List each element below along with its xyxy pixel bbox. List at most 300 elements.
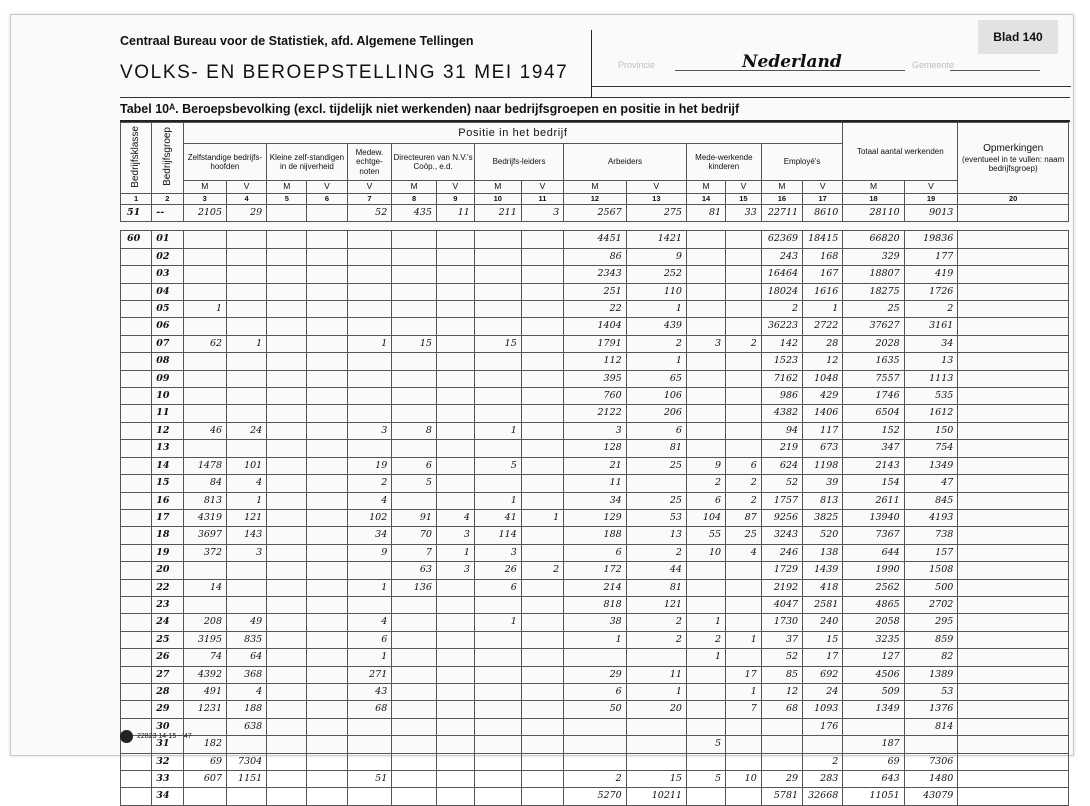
table-cell [726, 579, 762, 596]
table-cell [436, 353, 474, 370]
table-cell [626, 736, 686, 753]
table-cell: 12 [803, 353, 843, 370]
table-cell [474, 318, 521, 335]
table-cell: 86 [564, 248, 627, 265]
gender-header-3: M [183, 181, 227, 194]
table-cell [227, 788, 267, 805]
table-title: Tabel 10ᴬ. Beroepsbevolking (excl. tijdelijk niet werkenden) naar bedrijfsgroepen en positie in het bedrijf [120, 102, 740, 116]
table-cell: 275 [626, 205, 686, 222]
table-cell [392, 736, 437, 753]
table-cell [521, 318, 563, 335]
table-cell [726, 283, 762, 300]
table-cell [307, 771, 347, 788]
table-cell [521, 579, 563, 596]
col-zelfstandige: Zelfstandige bedrijfs-hoofden [183, 144, 267, 181]
table-cell: 329 [843, 248, 904, 265]
table-cell [726, 562, 762, 579]
table-cell: 859 [904, 631, 958, 648]
table-cell [307, 205, 347, 222]
table-cell [521, 335, 563, 352]
bedrijfsgroep-cell: 29 [152, 701, 183, 718]
table-cell [307, 440, 347, 457]
table-cell: 18807 [843, 266, 904, 283]
table-cell: 7367 [843, 527, 904, 544]
table-cell: 2028 [843, 335, 904, 352]
table-cell: 2343 [564, 266, 627, 283]
table-cell [307, 388, 347, 405]
table-cell: 5 [686, 771, 725, 788]
table-cell [392, 701, 437, 718]
table-cell [347, 301, 392, 318]
table-cell: 1349 [843, 701, 904, 718]
table-cell: 188 [227, 701, 267, 718]
table-cell: 13 [626, 527, 686, 544]
table-cell: 17 [726, 666, 762, 683]
table-cell [267, 562, 307, 579]
table-row [121, 318, 1069, 335]
table-cell: 19836 [904, 231, 958, 248]
gender-header-14: M [686, 181, 725, 194]
table-cell: 4382 [761, 405, 802, 422]
print-code: 22823 14-15 - '47 [137, 733, 192, 740]
table-cell: 44 [626, 562, 686, 579]
table-cell: 1 [474, 492, 521, 509]
table-cell [521, 753, 563, 770]
table-cell [686, 353, 725, 370]
remarks-cell [958, 509, 1069, 526]
table-cell: 419 [904, 266, 958, 283]
column-number-9: 9 [436, 194, 474, 205]
table-cell [843, 718, 904, 735]
table-cell: 14 [183, 579, 227, 596]
table-cell: 4 [347, 492, 392, 509]
bedrijfsgroep-cell: 23 [152, 596, 183, 613]
remarks-cell [958, 701, 1069, 718]
table-cell [521, 788, 563, 805]
table-cell [686, 422, 725, 439]
table-cell: 3697 [183, 527, 227, 544]
column-number-19: 19 [904, 194, 958, 205]
table-cell: 1 [686, 614, 725, 631]
bedrijfsgroep-cell: 33 [152, 771, 183, 788]
table-cell [267, 440, 307, 457]
table-cell: 1151 [227, 771, 267, 788]
table-cell [474, 475, 521, 492]
gender-header-15: V [726, 181, 762, 194]
table-cell: 520 [803, 527, 843, 544]
table-cell [347, 266, 392, 283]
table-cell [183, 562, 227, 579]
bedrijfsklasse-cell [121, 405, 152, 422]
bedrijfsgroep-cell: 11 [152, 405, 183, 422]
table-row [121, 596, 1069, 613]
bedrijfsgroep-cell: 13 [152, 440, 183, 457]
table-cell [564, 736, 627, 753]
table-cell [564, 649, 627, 666]
table-cell [392, 631, 437, 648]
table-cell [474, 666, 521, 683]
table-cell: 128 [564, 440, 627, 457]
col-medewerkende-kinderen: Mede-werkende kinderen [686, 144, 761, 181]
table-cell: 283 [803, 771, 843, 788]
table-cell: 29 [564, 666, 627, 683]
col-bedrijfsleiders: Bedrijfs-leiders [474, 144, 563, 181]
bedrijfsgroep-cell: 30 [152, 718, 183, 735]
remarks-cell [958, 492, 1069, 509]
table-cell: 15 [474, 335, 521, 352]
country-name: Nederland [742, 52, 842, 72]
table-cell: 1757 [761, 492, 802, 509]
table-cell [686, 718, 725, 735]
table-cell: 39 [803, 475, 843, 492]
table-cell [227, 405, 267, 422]
table-cell [474, 283, 521, 300]
table-cell [267, 718, 307, 735]
table-cell: 1 [803, 301, 843, 318]
remarks-cell [958, 231, 1069, 248]
table-cell: 28110 [843, 205, 904, 222]
table-cell: 69 [183, 753, 227, 770]
table-cell: 500 [904, 579, 958, 596]
table-cell [436, 283, 474, 300]
table-cell: 1990 [843, 562, 904, 579]
table-cell: 13 [904, 353, 958, 370]
table-cell: 101 [227, 457, 267, 474]
table-cell: 2 [626, 544, 686, 561]
table-cell [227, 736, 267, 753]
table-row [121, 422, 1069, 439]
table-cell: 6 [564, 544, 627, 561]
table-cell: 2 [686, 475, 725, 492]
table-cell: 2 [726, 335, 762, 352]
table-cell: 136 [392, 579, 437, 596]
table-row [121, 562, 1069, 579]
table-cell: 6504 [843, 405, 904, 422]
table-cell [686, 753, 725, 770]
table-cell [267, 266, 307, 283]
table-cell [307, 248, 347, 265]
bedrijfsgroep-cell: 12 [152, 422, 183, 439]
remarks-cell [958, 596, 1069, 613]
remarks-cell [958, 683, 1069, 700]
table-cell: 1113 [904, 370, 958, 387]
table-row [121, 492, 1069, 509]
table-row [121, 266, 1069, 283]
table-cell [267, 335, 307, 352]
table-cell: 9013 [904, 205, 958, 222]
table-cell: 84 [183, 475, 227, 492]
table-cell: 49 [227, 614, 267, 631]
table-cell: 104 [686, 509, 725, 526]
table-cell [267, 475, 307, 492]
gender-header-16: M [761, 181, 802, 194]
table-cell: 182 [183, 736, 227, 753]
bedrijfsklasse-cell [121, 579, 152, 596]
remarks-cell [958, 283, 1069, 300]
table-cell [726, 266, 762, 283]
table-row [121, 353, 1069, 370]
table-cell: 418 [803, 579, 843, 596]
table-cell: 1 [626, 301, 686, 318]
table-row [121, 579, 1069, 596]
table-cell [392, 318, 437, 335]
table-cell: 5 [474, 457, 521, 474]
remarks-cell [958, 753, 1069, 770]
table-cell: 1 [183, 301, 227, 318]
table-cell [436, 475, 474, 492]
remarks-cell [958, 440, 1069, 457]
bedrijfsklasse-cell [121, 475, 152, 492]
table-cell [521, 353, 563, 370]
table-cell: 53 [904, 683, 958, 700]
table-cell: 121 [227, 509, 267, 526]
table-cell [686, 440, 725, 457]
table-cell: 246 [761, 544, 802, 561]
table-cell: 638 [227, 718, 267, 735]
table-cell: 50 [564, 701, 627, 718]
table-cell: 24 [227, 422, 267, 439]
table-cell: 2581 [803, 596, 843, 613]
table-cell: 5270 [564, 788, 627, 805]
table-row [121, 683, 1069, 700]
table-cell [521, 701, 563, 718]
table-cell [521, 771, 563, 788]
table-cell: 167 [803, 266, 843, 283]
table-cell [726, 614, 762, 631]
table-cell: 3161 [904, 318, 958, 335]
table-cell: 20 [626, 701, 686, 718]
bedrijfsgroep-cell: -- [152, 205, 183, 222]
table-cell: 1612 [904, 405, 958, 422]
table-cell: 1 [474, 422, 521, 439]
table-cell: 154 [843, 475, 904, 492]
table-cell [267, 683, 307, 700]
table-cell [521, 492, 563, 509]
table-cell [474, 248, 521, 265]
table-cell [392, 231, 437, 248]
table-cell: 835 [227, 631, 267, 648]
table-cell: 157 [904, 544, 958, 561]
table-cell: 66820 [843, 231, 904, 248]
table-cell [183, 266, 227, 283]
table-cell: 7 [726, 701, 762, 718]
table-cell: 18024 [761, 283, 802, 300]
table-cell: 38 [564, 614, 627, 631]
table-cell: 219 [761, 440, 802, 457]
column-number-4: 4 [227, 194, 267, 205]
table-cell: 2722 [803, 318, 843, 335]
bedrijfsklasse-cell [121, 266, 152, 283]
table-cell: 19 [347, 457, 392, 474]
table-cell: 7306 [904, 753, 958, 770]
table-cell: 1730 [761, 614, 802, 631]
table-cell: 11 [436, 205, 474, 222]
table-cell [761, 736, 802, 753]
table-cell [227, 318, 267, 335]
table-cell: 2105 [183, 205, 227, 222]
table-cell: 1 [474, 614, 521, 631]
table-cell: 9 [626, 248, 686, 265]
table-cell [267, 666, 307, 683]
table-cell: 10 [686, 544, 725, 561]
table-cell [392, 266, 437, 283]
table-cell: 2122 [564, 405, 627, 422]
table-cell [474, 736, 521, 753]
table-cell: 3 [521, 205, 563, 222]
table-cell: 1 [564, 631, 627, 648]
table-row [121, 771, 1069, 788]
table-cell: 1480 [904, 771, 958, 788]
bedrijfsgroep-cell: 05 [152, 301, 183, 318]
remarks-cell [958, 422, 1069, 439]
table-row [121, 614, 1069, 631]
table-cell [436, 666, 474, 683]
table-cell: 81 [686, 205, 725, 222]
column-number-18: 18 [843, 194, 904, 205]
bedrijfsklasse-cell [121, 335, 152, 352]
table-cell [521, 649, 563, 666]
table-cell [521, 666, 563, 683]
table-cell: 34 [564, 492, 627, 509]
table-cell [761, 718, 802, 735]
col-bedrijfsklasse: Bedrijfsklasse [121, 123, 152, 194]
table-cell [392, 440, 437, 457]
bedrijfsklasse-cell [121, 353, 152, 370]
municipality-line [950, 70, 1040, 71]
table-cell [267, 527, 307, 544]
bedrijfsgroep-cell: 24 [152, 614, 183, 631]
table-cell: 3 [347, 422, 392, 439]
table-cell: 37627 [843, 318, 904, 335]
table-cell [521, 231, 563, 248]
column-number-16: 16 [761, 194, 802, 205]
table-cell: 6 [392, 457, 437, 474]
table-cell: 243 [761, 248, 802, 265]
table-cell [726, 370, 762, 387]
table-cell [686, 701, 725, 718]
table-cell [436, 405, 474, 422]
table-cell [726, 231, 762, 248]
bedrijfsklasse-cell [121, 388, 152, 405]
table-cell: 986 [761, 388, 802, 405]
table-cell [686, 248, 725, 265]
table-cell: 6 [726, 457, 762, 474]
column-number-11: 11 [521, 194, 563, 205]
column-number-7: 7 [347, 194, 392, 205]
bedrijfsklasse-cell [121, 666, 152, 683]
table-row [121, 457, 1069, 474]
table-cell: 214 [564, 579, 627, 596]
table-cell [686, 318, 725, 335]
bedrijfsklasse-cell [121, 631, 152, 648]
table-cell: 692 [803, 666, 843, 683]
table-cell [686, 579, 725, 596]
bedrijfsklasse-cell [121, 649, 152, 666]
table-cell [521, 266, 563, 283]
table-cell: 143 [227, 527, 267, 544]
table-cell: 7162 [761, 370, 802, 387]
table-cell [347, 736, 392, 753]
table-cell: 33 [726, 205, 762, 222]
table-cell: 1406 [803, 405, 843, 422]
table-cell [227, 353, 267, 370]
table-cell [307, 492, 347, 509]
table-cell: 1349 [904, 457, 958, 474]
table-cell: 4865 [843, 596, 904, 613]
table-cell: 4392 [183, 666, 227, 683]
table-cell [686, 301, 725, 318]
table-cell: 2143 [843, 457, 904, 474]
table-cell: 3243 [761, 527, 802, 544]
table-cell: 32668 [803, 788, 843, 805]
table-cell [521, 388, 563, 405]
column-number-6: 6 [307, 194, 347, 205]
table-cell [436, 649, 474, 666]
table-cell: 1523 [761, 353, 802, 370]
table-cell: 2567 [564, 205, 627, 222]
table-cell: 29 [761, 771, 802, 788]
table-cell [392, 596, 437, 613]
table-cell: 15 [803, 631, 843, 648]
table-cell [267, 509, 307, 526]
bedrijfsklasse-cell [121, 457, 152, 474]
table-cell [436, 736, 474, 753]
bedrijfsklasse-cell [121, 301, 152, 318]
table-cell: 240 [803, 614, 843, 631]
column-number-1: 1 [121, 194, 152, 205]
table-cell: 738 [904, 527, 958, 544]
table-cell: 55 [686, 527, 725, 544]
table-cell [267, 614, 307, 631]
table-cell [267, 318, 307, 335]
table-cell: 4 [227, 475, 267, 492]
table-cell: 52 [761, 475, 802, 492]
table-cell [267, 649, 307, 666]
gender-header-7: V [347, 181, 392, 194]
table-cell [392, 353, 437, 370]
table-cell [307, 544, 347, 561]
remarks-cell [958, 457, 1069, 474]
remarks-cell [958, 788, 1069, 805]
table-cell [392, 405, 437, 422]
table-cell: 94 [761, 422, 802, 439]
table-cell [307, 562, 347, 579]
table-cell [267, 544, 307, 561]
opmerkingen-label: Opmerkingen [983, 143, 1044, 155]
table-cell: 535 [904, 388, 958, 405]
gender-header-5: M [267, 181, 307, 194]
table-cell: 2611 [843, 492, 904, 509]
table-cell: 63 [392, 562, 437, 579]
table-cell [227, 596, 267, 613]
bedrijfsklasse-cell [121, 562, 152, 579]
table-cell: 3 [227, 544, 267, 561]
table-cell [307, 579, 347, 596]
table-cell [267, 701, 307, 718]
table-cell [436, 335, 474, 352]
table-cell: 1 [626, 683, 686, 700]
col-bedrijfsgroep: Bedrijfsgroep [152, 123, 183, 194]
table-cell: 509 [843, 683, 904, 700]
table-cell [392, 649, 437, 666]
table-row [121, 283, 1069, 300]
table-cell [227, 370, 267, 387]
table-cell [183, 248, 227, 265]
table-cell: 70 [392, 527, 437, 544]
table-cell: 9256 [761, 509, 802, 526]
table-cell: 47 [904, 475, 958, 492]
table-cell [726, 718, 762, 735]
